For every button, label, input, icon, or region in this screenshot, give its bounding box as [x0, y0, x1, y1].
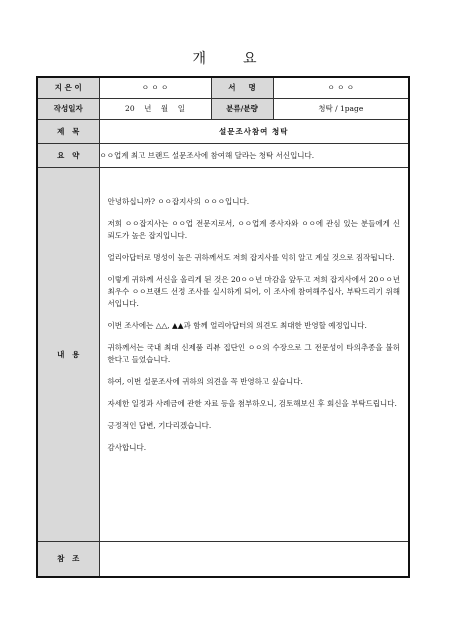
author-label: 지 은 이 — [37, 77, 99, 98]
content-paragraph: 이렇게 귀하께 서신을 올리게 된 것은 20ㅇㅇ년 마감을 앞두고 저희 잡지사에서 20ㅇㅇ년 최우수 ㅇㅇ브랜드 선정 조사를 실시하게 되어, 이 조사에 참여해주십사, 부탁드리기 위해서입니다. — [107, 274, 400, 308]
category-value[interactable]: 청탁 / 1page — [273, 98, 409, 119]
document-table — [36, 76, 410, 578]
date-value[interactable]: 20 년 월 일 — [99, 98, 211, 119]
signature-label: 서 명 — [211, 77, 273, 98]
date-label: 작성일자 — [37, 98, 99, 119]
summary-label: 요 약 — [37, 143, 99, 167]
row-date — [37, 98, 409, 119]
content-paragraph: 하여, 이번 설문조사에 귀하의 의견을 꼭 반영하고 싶습니다. — [107, 376, 303, 386]
subject-value[interactable]: 설문조사참여 청탁 — [99, 119, 409, 143]
content-paragraph: 감사합니다. — [107, 442, 147, 452]
reference-value[interactable] — [99, 541, 409, 577]
row-subject — [37, 119, 409, 143]
category-label: 분류/분량 — [211, 98, 273, 119]
title-char-1: 개 — [192, 51, 207, 67]
content-paragraph: 이번 조사에는 △△, ▲▲과 함께 얼리아답터의 의견도 최대한 반영할 예정입니다. — [107, 320, 367, 330]
content-paragraph: 안녕하십니까? ㅇㅇ잡지사의 ㅇㅇㅇ입니다. — [107, 196, 250, 206]
row-content — [37, 167, 409, 541]
content-paragraph: 귀하께서는 국내 최대 신제품 리뷰 집단인 ㅇㅇ의 수장으로 그 전문성이 타의추종을 불허한다고 들었습니다. — [107, 342, 400, 364]
subject-label: 제 목 — [37, 119, 99, 143]
title-char-2: 요 — [243, 51, 258, 67]
reference-label: 참 조 — [37, 541, 99, 577]
author-value[interactable]: ㅇ ㅇ ㅇ — [99, 77, 211, 98]
content-paragraph: 자세한 일정과 사례금에 관한 자료 등을 첨부하오니, 검토해보신 후 회신을 부탁드립니다. — [107, 398, 397, 408]
signature-value[interactable]: ㅇ ㅇ ㅇ — [273, 77, 409, 98]
document-title — [0, 48, 450, 68]
content-label: 내 용 — [37, 167, 99, 541]
content-paragraph: 저희 ㅇㅇ잡지사는 ㅇㅇ업 전문지로서, ㅇㅇ업계 종사자와 ㅇㅇ에 관심 있는 분들에게 신뢰도가 높은 잡지입니다. — [107, 218, 400, 240]
content-paragraph: 얼리아답터로 명성이 높은 귀하께서도 저희 잡지사를 익히 알고 계실 것으로 짐작됩니다. — [107, 252, 395, 262]
row-reference — [37, 541, 409, 577]
content-body[interactable] — [99, 167, 409, 541]
summary-value[interactable]: ㅇㅇ업계 최고 브랜드 설문조사에 참여해 달라는 청탁 서신입니다. — [99, 143, 409, 167]
content-paragraph: 긍정적인 답변, 기다리겠습니다. — [107, 420, 212, 430]
row-author — [37, 77, 409, 98]
row-summary — [37, 143, 409, 167]
